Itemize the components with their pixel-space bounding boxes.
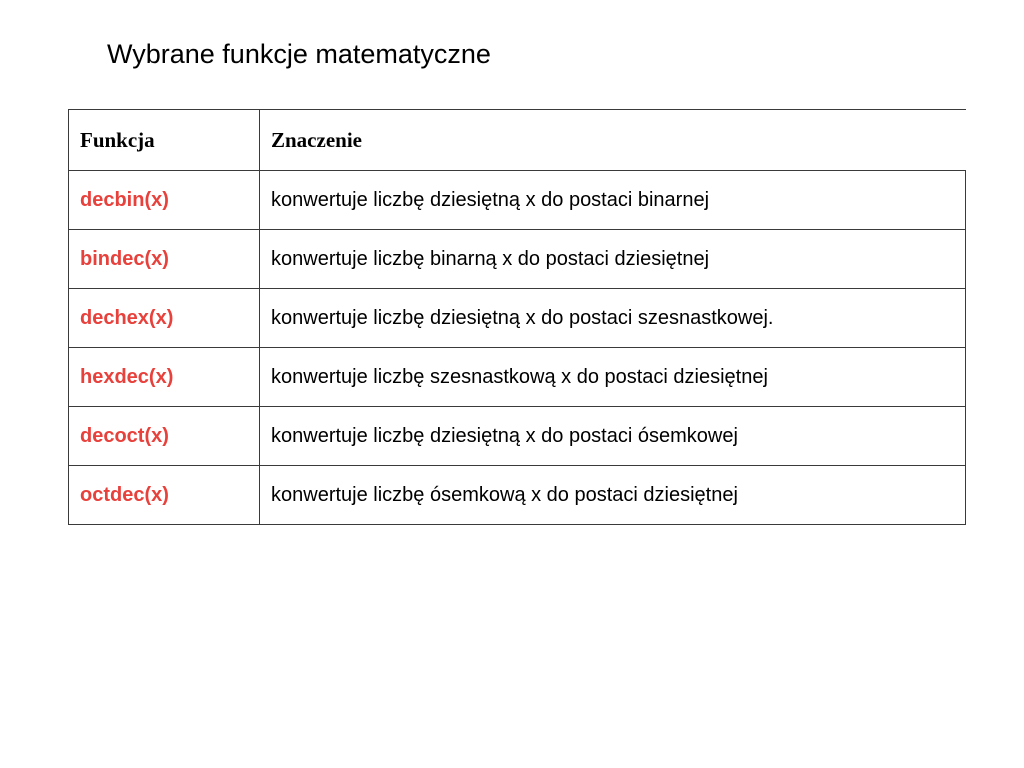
function-name-cell: bindec(x)	[69, 230, 260, 289]
slide-title: Wybrane funkcje matematyczne	[107, 39, 491, 69]
function-meaning-cell: konwertuje liczbę dziesiętną x do postaci binarnej	[260, 171, 966, 230]
function-meaning-cell: konwertuje liczbę binarną x do postaci dziesiętnej	[260, 230, 966, 289]
function-meaning-cell: konwertuje liczbę ósemkową x do postaci dziesiętnej	[260, 466, 966, 525]
functions-table	[68, 109, 966, 525]
table-row	[69, 348, 966, 407]
function-name-cell: decoct(x)	[69, 407, 260, 466]
table-row	[69, 466, 966, 525]
table-row	[69, 289, 966, 348]
column-header-meaning: Znaczenie	[260, 110, 966, 171]
function-name-cell: hexdec(x)	[69, 348, 260, 407]
table-row	[69, 230, 966, 289]
function-meaning-cell: konwertuje liczbę szesnastkową x do postaci dziesiętnej	[260, 348, 966, 407]
table-row	[69, 171, 966, 230]
function-name-cell: decbin(x)	[69, 171, 260, 230]
function-name-cell: octdec(x)	[69, 466, 260, 525]
function-meaning-cell: konwertuje liczbę dziesiętną x do postaci ósemkowej	[260, 407, 966, 466]
column-header-function: Funkcja	[69, 110, 260, 171]
function-meaning-cell: konwertuje liczbę dziesiętną x do postaci szesnastkowej.	[260, 289, 966, 348]
function-name-cell: dechex(x)	[69, 289, 260, 348]
table-header-row	[69, 110, 966, 171]
table-row	[69, 407, 966, 466]
